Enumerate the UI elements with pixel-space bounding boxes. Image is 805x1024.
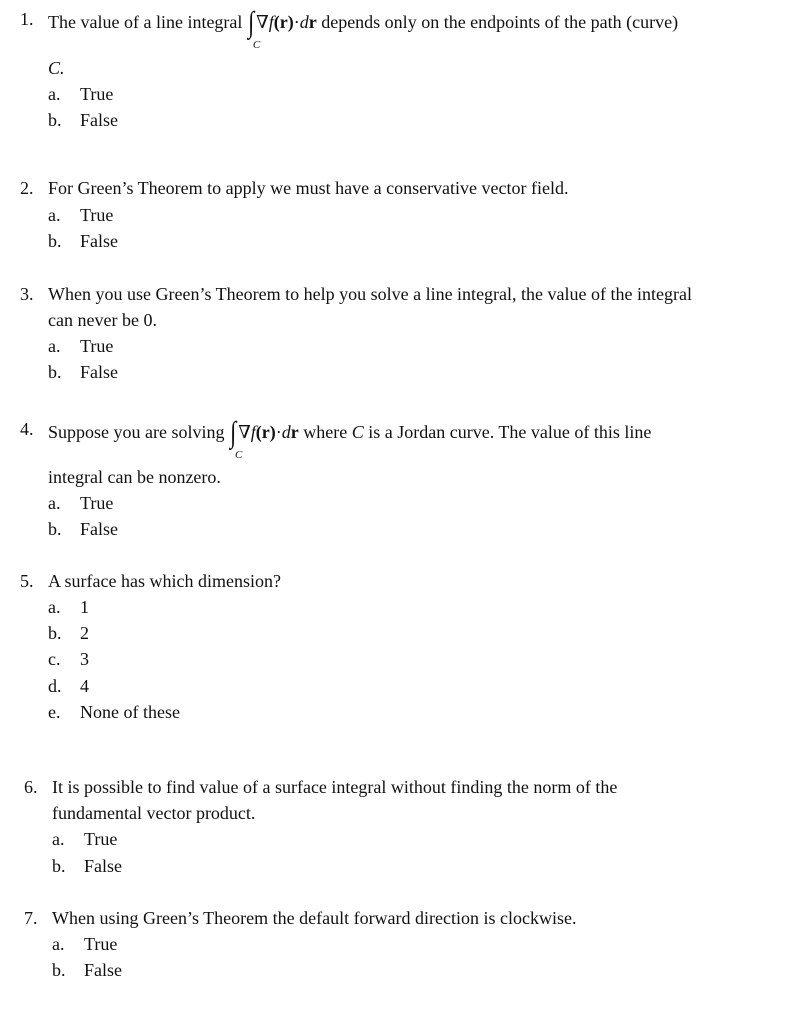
question-number: 3. xyxy=(20,284,34,304)
gradient-f: ∇f xyxy=(256,12,274,32)
question-text-after: depends only on the endpoints of the path (curve) xyxy=(321,12,679,32)
option-text[interactable]: False xyxy=(80,110,118,130)
question-continuation: can never be 0. xyxy=(48,310,157,330)
option-letter: a. xyxy=(48,597,61,617)
differential-d: d xyxy=(299,12,309,32)
option-letter: b. xyxy=(48,519,62,539)
option-text[interactable]: 1 xyxy=(80,597,89,617)
question-text: It is possible to find value of a surface integral without finding the norm of the xyxy=(52,777,618,797)
question-number: 1. xyxy=(20,9,34,29)
line-integral-expression xyxy=(247,6,317,51)
option-text[interactable]: True xyxy=(80,336,114,356)
question-number: 6. xyxy=(24,777,38,797)
option-text[interactable]: None of these xyxy=(80,702,180,722)
question-continuation: fundamental vector product. xyxy=(52,803,256,823)
question-text-before: The value of a line integral xyxy=(48,12,243,32)
option-letter: d. xyxy=(48,676,62,696)
option-letter: a. xyxy=(48,84,61,104)
question-number: 7. xyxy=(24,908,38,928)
question-text-after: is a Jordan curve. The value of this line xyxy=(368,422,652,442)
question-text-before: Suppose you are solving xyxy=(48,422,225,442)
question-text xyxy=(48,416,652,461)
option-text[interactable]: False xyxy=(84,960,122,980)
option-letter: a. xyxy=(52,829,65,849)
variable-c: C xyxy=(351,422,364,442)
question-text: For Green’s Theorem to apply we must have a conservative vector field. xyxy=(48,178,569,198)
option-letter: c. xyxy=(48,649,61,669)
option-letter: a. xyxy=(48,336,61,356)
option-letter: b. xyxy=(52,960,66,980)
option-text[interactable]: False xyxy=(80,519,118,539)
integral-subscript: C xyxy=(234,449,243,461)
vector-r: r xyxy=(290,422,299,442)
option-text[interactable]: True xyxy=(80,205,114,225)
option-text[interactable]: True xyxy=(80,84,114,104)
option-letter: b. xyxy=(48,110,62,130)
question-continuation: C. xyxy=(48,58,65,78)
differential-d: d xyxy=(281,422,291,442)
option-letter: b. xyxy=(52,856,66,876)
option-letter: a. xyxy=(52,934,65,954)
question-continuation: integral can be nonzero. xyxy=(48,467,221,487)
paren-r: (r) xyxy=(273,12,294,32)
dot-operator: · xyxy=(293,12,300,32)
option-text[interactable]: 4 xyxy=(80,676,89,696)
option-letter: e. xyxy=(48,702,61,722)
option-letter: a. xyxy=(48,493,61,513)
question-text xyxy=(48,6,679,51)
option-letter: b. xyxy=(48,362,62,382)
option-letter: a. xyxy=(48,205,61,225)
option-text[interactable]: 3 xyxy=(80,649,89,669)
question-number: 2. xyxy=(20,178,34,198)
option-text[interactable]: False xyxy=(80,362,118,382)
vector-r: r xyxy=(308,12,317,32)
question-text-where: where xyxy=(303,422,348,442)
question-number: 4. xyxy=(20,419,34,439)
option-text[interactable]: False xyxy=(80,231,118,251)
option-letter: b. xyxy=(48,623,62,643)
integral-subscript: C xyxy=(252,39,261,51)
dot-operator: · xyxy=(275,422,282,442)
option-text[interactable]: 2 xyxy=(80,623,89,643)
question-text: When you use Green’s Theorem to help you solve a line integral, the value of the integral xyxy=(48,284,692,304)
option-text[interactable]: True xyxy=(84,829,118,849)
line-integral-expression xyxy=(229,416,299,461)
integral-sign: ∫ xyxy=(247,6,255,39)
option-text[interactable]: False xyxy=(84,856,122,876)
integral-sign: ∫ xyxy=(230,416,237,449)
question-number: 5. xyxy=(20,571,34,591)
option-text[interactable]: True xyxy=(84,934,118,954)
paren-r: (r) xyxy=(255,422,276,442)
option-letter: b. xyxy=(48,231,62,251)
gradient-f: ∇f xyxy=(238,422,256,442)
option-text[interactable]: True xyxy=(80,493,114,513)
question-text: A surface has which dimension? xyxy=(48,571,281,591)
question-text: When using Green’s Theorem the default forward direction is clockwise. xyxy=(52,908,577,928)
